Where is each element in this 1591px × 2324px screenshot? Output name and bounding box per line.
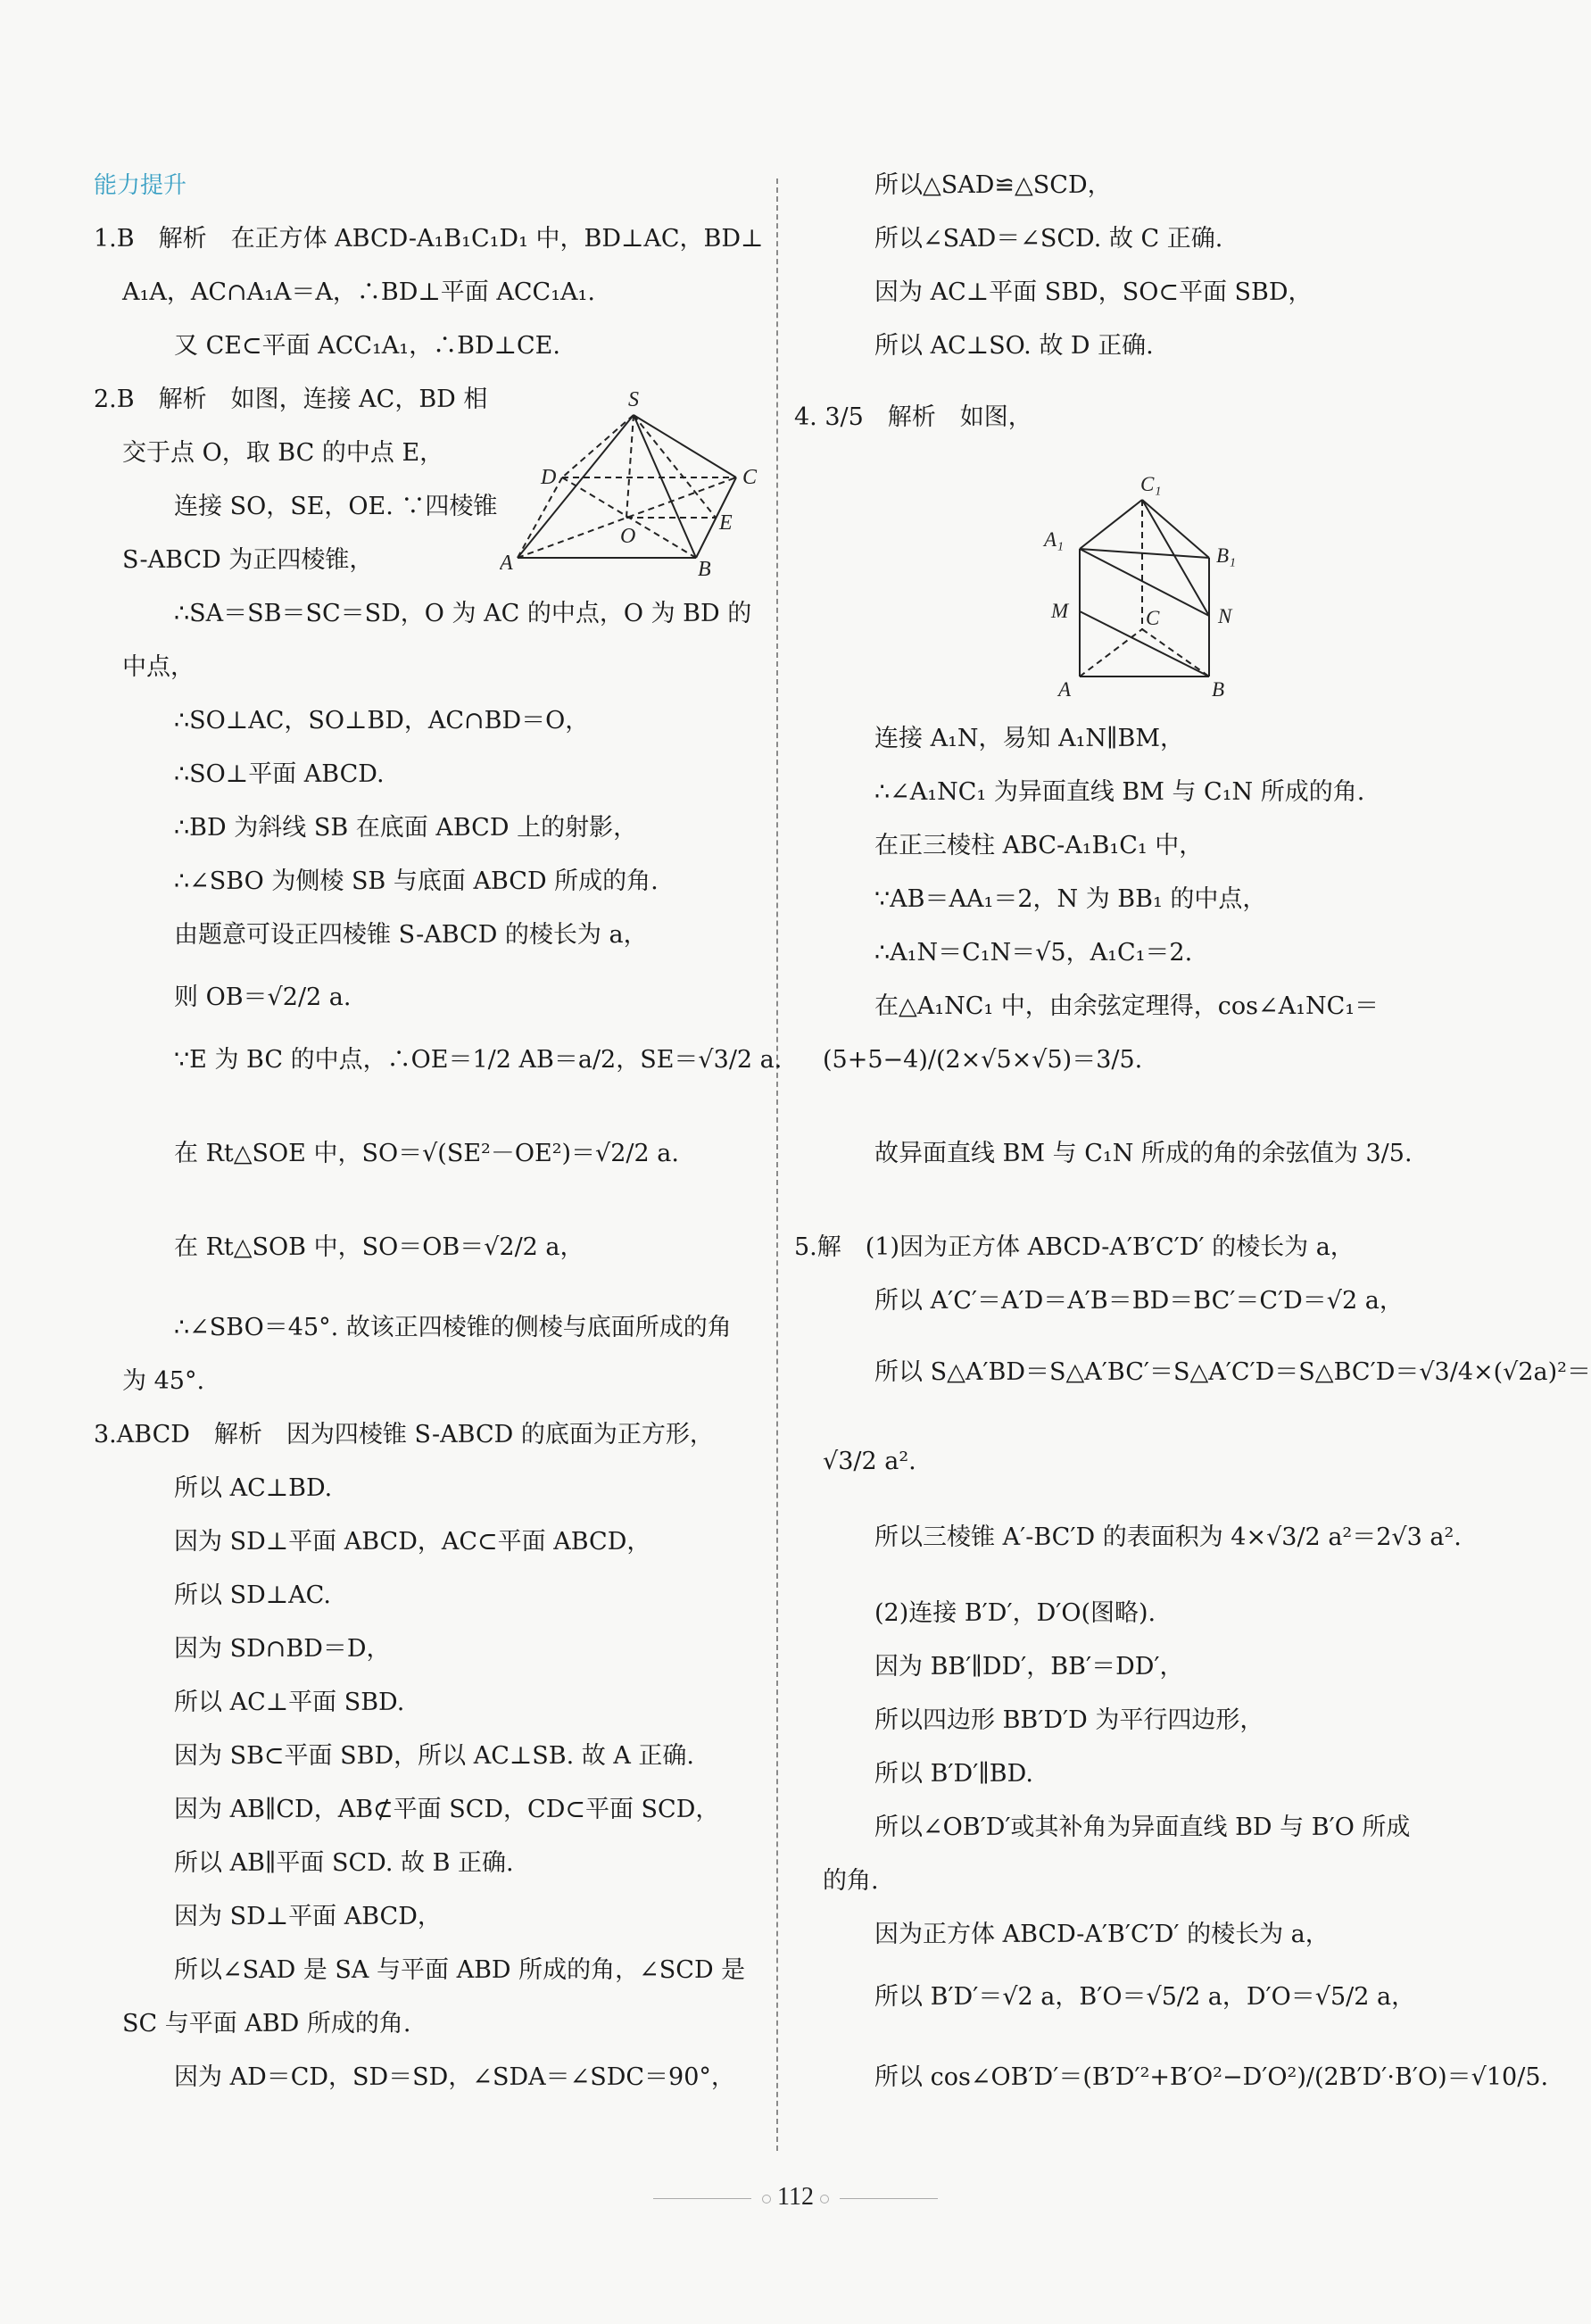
left-line: 所以 AC⊥平面 SBD.	[174, 1689, 405, 1716]
label-c1: C₁	[1140, 473, 1162, 495]
section-heading: 能力提升	[94, 172, 187, 199]
right-line: 所以 B′D′∥BD.	[874, 1760, 1033, 1788]
right-line: 所以∠SAD＝∠SCD. 故 C 正确.	[874, 225, 1223, 253]
left-line: ∴∠SBO 为侧棱 SB 与底面 ABCD 所成的角.	[174, 867, 659, 895]
right-line: (5+5−4)/(2×√5×√5)＝3/5.	[823, 1046, 1143, 1074]
left-line: 由题意可设正四棱锥 S-ABCD 的棱长为 a，	[174, 921, 648, 949]
right-line: 连接 A₁N，易知 A₁N∥BM，	[874, 725, 1185, 752]
label-c: C	[1146, 607, 1160, 629]
right-line: ∴A₁N＝C₁N＝√5，A₁C₁＝2.	[874, 939, 1193, 967]
label-s: S	[628, 388, 639, 411]
right-line: 所以 cos∠OB′D′＝(B′D′²+B′O²−D′O²)/(2B′D′·B′O)＝√10/5.	[874, 2063, 1549, 2091]
page-number: 112	[777, 2183, 814, 2211]
left-line: 交于点 O，取 BC 的中点 E，	[122, 439, 444, 467]
left-line: 中点，	[122, 653, 195, 681]
right-line: 所以 A′C′＝A′D＝A′B＝BD＝BC′＝C′D＝√2 a，	[874, 1287, 1404, 1315]
left-line: 所以∠SAD 是 SA 与平面 ABD 所成的角，∠SCD 是	[174, 1956, 746, 1984]
label-b1: B₁	[1216, 544, 1237, 567]
left-line: 2.B 解析 如图，连接 AC，BD 相	[94, 386, 488, 413]
right-line: 因为正方体 ABCD-A′B′C′D′ 的棱长为 a，	[874, 1921, 1330, 1948]
left-line: 在 Rt△SOB 中，SO＝OB＝√2/2 a，	[174, 1233, 584, 1261]
left-line: 因为 SB⊂平面 SBD，所以 AC⊥SB. 故 A 正确.	[174, 1742, 694, 1770]
right-line: 所以 B′D′＝√2 a，B′O＝√5/2 a，D′O＝√5/2 a，	[874, 1983, 1416, 2011]
pyramid-figure	[500, 384, 767, 580]
label-a1: A₁	[1044, 528, 1065, 551]
left-line: 所以 SD⊥AC.	[174, 1581, 331, 1609]
left-line: 为 45°.	[122, 1367, 205, 1395]
right-line: 所以△SAD≌△SCD，	[874, 171, 1112, 199]
right-line: 在△A₁NC₁ 中，由余弦定理得，cos∠A₁NC₁＝	[874, 992, 1380, 1020]
left-line: 连接 SO，SE，OE. ∵四棱锥	[174, 493, 498, 520]
label-d: D	[541, 466, 557, 489]
left-line: SC 与平面 ABD 所成的角.	[122, 2010, 411, 2038]
left-line: 因为 AD＝CD，SD＝SD，∠SDA＝∠SDC＝90°，	[174, 2063, 735, 2091]
left-line: ∴∠SBO＝45°. 故该正四棱锥的侧棱与底面所成的角	[174, 1314, 732, 1341]
left-line: 又 CE⊂平面 ACC₁A₁，∴BD⊥CE.	[174, 332, 560, 360]
label-n: N	[1218, 605, 1232, 627]
left-line: A₁A，AC∩A₁A＝A，∴BD⊥平面 ACC₁A₁.	[122, 278, 595, 306]
right-line: 所以 S△A′BD＝S△A′BC′＝S△A′C′D＝S△BC′D＝√3/4×(√2a)²＝	[874, 1358, 1591, 1386]
left-line: 则 OB＝√2/2 a.	[174, 984, 352, 1011]
left-line: ∴SO⊥平面 ABCD.	[174, 760, 385, 788]
page-number-footer	[0, 2183, 1591, 2212]
label-b: B	[698, 558, 711, 580]
left-line: 1.B 解析 在正方体 ABCD-A₁B₁C₁D₁ 中，BD⊥AC，BD⊥	[94, 225, 764, 253]
left-line: 因为 SD⊥平面 ABCD，AC⊂平面 ABCD，	[174, 1528, 651, 1556]
right-line: √3/2 a².	[823, 1448, 916, 1475]
right-line: 的角.	[823, 1867, 879, 1895]
left-line: S-ABCD 为正四棱锥，	[122, 546, 374, 574]
right-line: 所以三棱锥 A′-BC′D 的表面积为 4×√3/2 a²＝2√3 a².	[874, 1523, 1462, 1551]
left-line: ∴BD 为斜线 SB 在底面 ABCD 上的射影，	[174, 814, 638, 842]
prism-figure	[1035, 473, 1267, 705]
right-line: 4. 3/5 解析 如图，	[794, 403, 1032, 431]
left-line: 所以 AB∥平面 SCD. 故 B 正确.	[174, 1849, 514, 1877]
label-m: M	[1051, 600, 1069, 622]
right-line: 所以 AC⊥SO. 故 D 正确.	[874, 332, 1154, 360]
label-c: C	[742, 466, 758, 489]
right-line: (2)连接 B′D′，D′O(图略).	[874, 1599, 1156, 1627]
left-line: ∵E 为 BC 的中点，∴OE＝1/2 AB＝a/2，SE＝√3/2 a.	[174, 1046, 783, 1074]
left-line: 因为 AB∥CD，AB⊄平面 SCD，CD⊂平面 SCD，	[174, 1796, 720, 1823]
label-b: B	[1212, 678, 1225, 701]
right-line: 5.解 (1)因为正方体 ABCD-A′B′C′D′ 的棱长为 a，	[794, 1233, 1355, 1261]
label-o: O	[620, 525, 636, 548]
left-line: ∴SO⊥AC，SO⊥BD，AC∩BD＝O，	[174, 707, 590, 735]
right-line: 所以∠OB′D′或其补角为异面直线 BD 与 B′O 所成	[874, 1814, 1411, 1841]
label-a: A	[500, 552, 513, 575]
right-line: 因为 AC⊥平面 SBD，SO⊂平面 SBD，	[874, 278, 1313, 306]
right-line: ∴∠A₁NC₁ 为异面直线 BM 与 C₁N 所成的角.	[874, 778, 1365, 806]
right-line: 故异面直线 BM 与 C₁N 所成的角的余弦值为 3/5.	[874, 1140, 1413, 1167]
left-line: 因为 SD⊥平面 ABCD，	[174, 1903, 442, 1930]
left-line: ∴SA＝SB＝SC＝SD，O 为 AC 的中点，O 为 BD 的	[174, 600, 752, 627]
label-a: A	[1058, 678, 1072, 701]
right-line: 所以四边形 BB′D′D 为平行四边形，	[874, 1706, 1264, 1734]
left-line: 在 Rt△SOE 中，SO＝√(SE²－OE²)＝√2/2 a.	[174, 1140, 679, 1167]
left-line: 因为 SD∩BD＝D，	[174, 1635, 391, 1663]
label-e: E	[719, 511, 733, 535]
right-line: 在正三棱柱 ABC-A₁B₁C₁ 中，	[874, 832, 1204, 859]
column-divider	[776, 178, 778, 2151]
left-line: 所以 AC⊥BD.	[174, 1474, 333, 1502]
left-line: 3.ABCD 解析 因为四棱锥 S-ABCD 的底面为正方形，	[94, 1421, 714, 1448]
right-line: 因为 BB′∥DD′，BB′＝DD′，	[874, 1653, 1184, 1681]
right-line: ∵AB＝AA₁＝2，N 为 BB₁ 的中点，	[874, 885, 1267, 913]
